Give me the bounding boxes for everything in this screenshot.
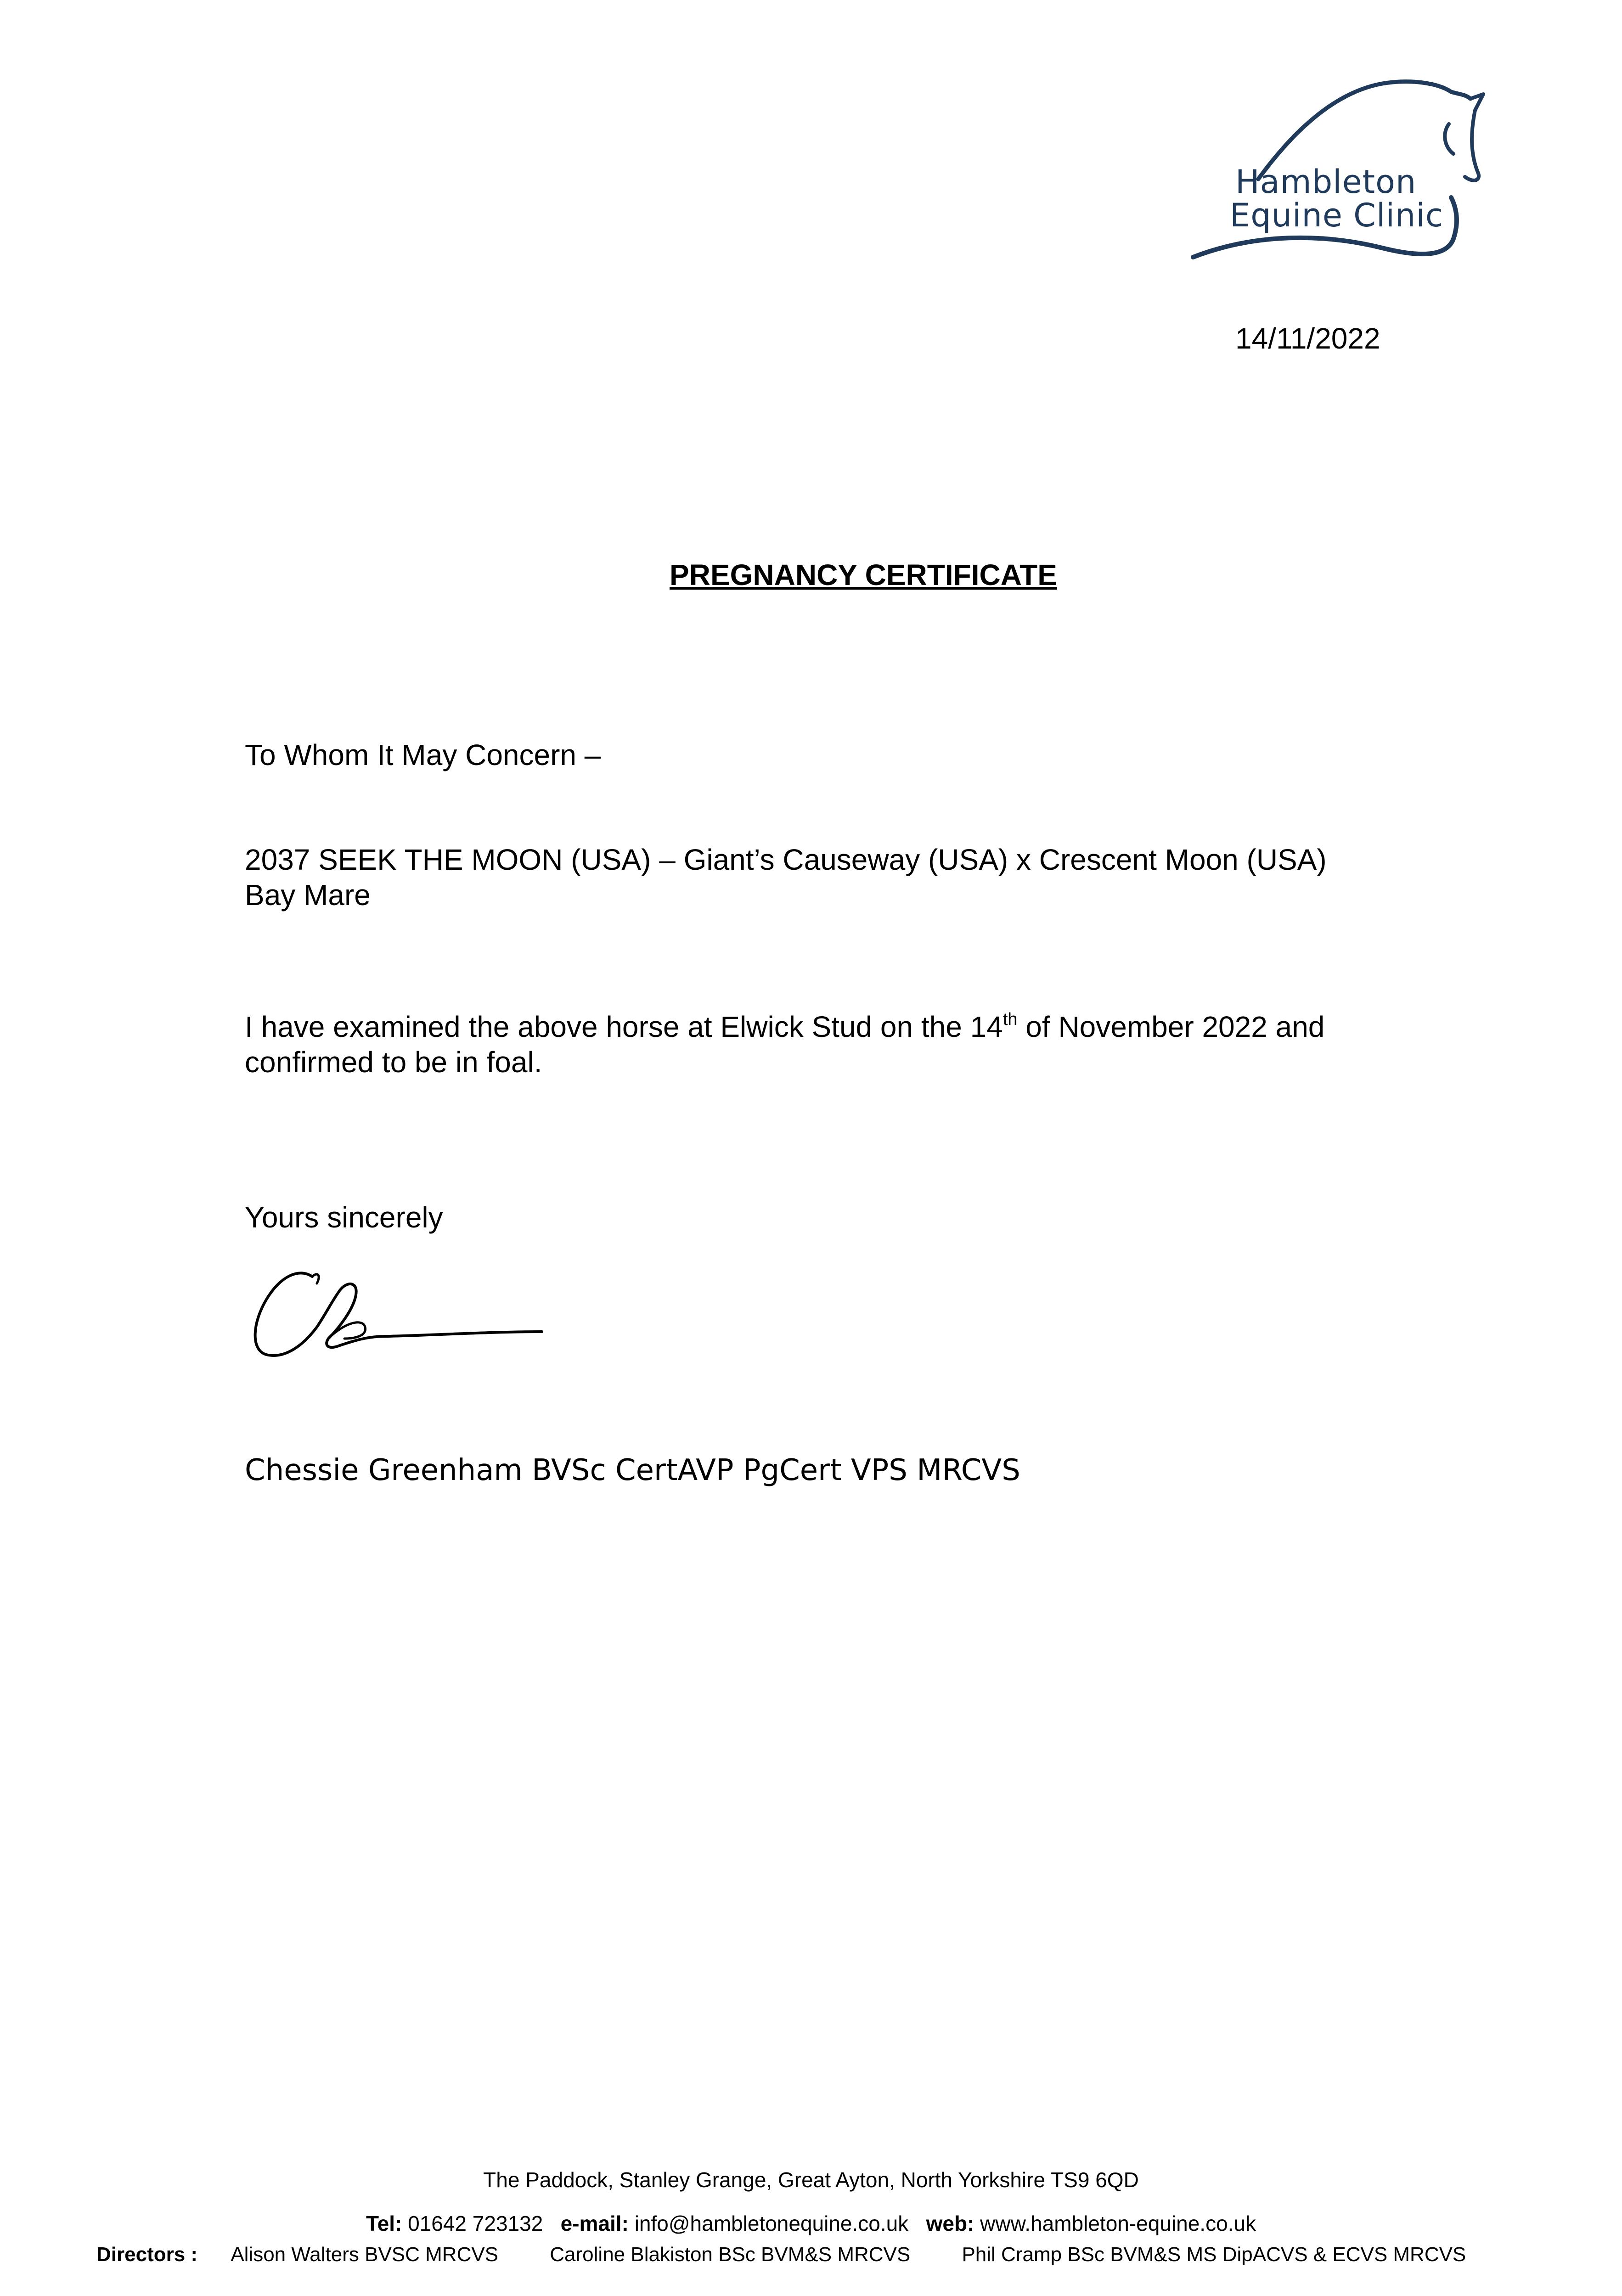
horse-identification: 2037 SEEK THE MOON (USA) – Giant’s Causeway (USA) x Crescent Moon (USA) (245, 843, 1327, 876)
examination-statement (245, 1009, 1324, 1045)
director-name: Alison Walters BVSC MRCVS (231, 2243, 499, 2266)
horse-description: Bay Mare (245, 878, 371, 912)
tel-label: Tel: (366, 2212, 402, 2235)
footer-directors (96, 2243, 1466, 2266)
email-label: e-mail: (560, 2212, 629, 2235)
clinic-logo (1189, 73, 1488, 276)
director-name: Caroline Blakiston BSc BVM&S MRCVS (550, 2243, 911, 2266)
document-title: PREGNANCY CERTIFICATE (670, 558, 1057, 591)
closing: Yours sincerely (245, 1201, 443, 1234)
examination-text-part2: of November 2022 and (1017, 1010, 1325, 1043)
directors-label: Directors : (96, 2243, 198, 2266)
footer-contact (0, 2211, 1622, 2236)
footer-address: The Paddock, Stanley Grange, Great Ayton, North Yorkshire TS9 6QD (483, 2168, 1139, 2192)
signatory-name: Chessie Greenham BVSc CertAVP PgCert VPS MRCVS (245, 1453, 1020, 1487)
logo-text-equine-clinic: Equine Clinic (1230, 197, 1444, 234)
tel-number: 01642 723132 (408, 2212, 543, 2235)
web-address: www.hambleton-equine.co.uk (980, 2212, 1256, 2235)
handwritten-signature (248, 1258, 565, 1378)
logo-text-hambleton: Hambleton (1235, 163, 1417, 201)
salutation: To Whom It May Concern – (245, 738, 601, 771)
letter-date: 14/11/2022 (1235, 322, 1380, 355)
examination-text-part1: I have examined the above horse at Elwick Stud on the 14 (245, 1010, 1003, 1043)
email-address: info@hambletonequine.co.uk (634, 2212, 909, 2235)
web-label: web: (926, 2212, 974, 2235)
director-name: Phil Cramp BSc BVM&S MS DipACVS & ECVS MRCVS (962, 2243, 1466, 2266)
ordinal-suffix: th (1002, 1010, 1018, 1029)
examination-statement-line2: confirmed to be in foal. (245, 1046, 542, 1079)
